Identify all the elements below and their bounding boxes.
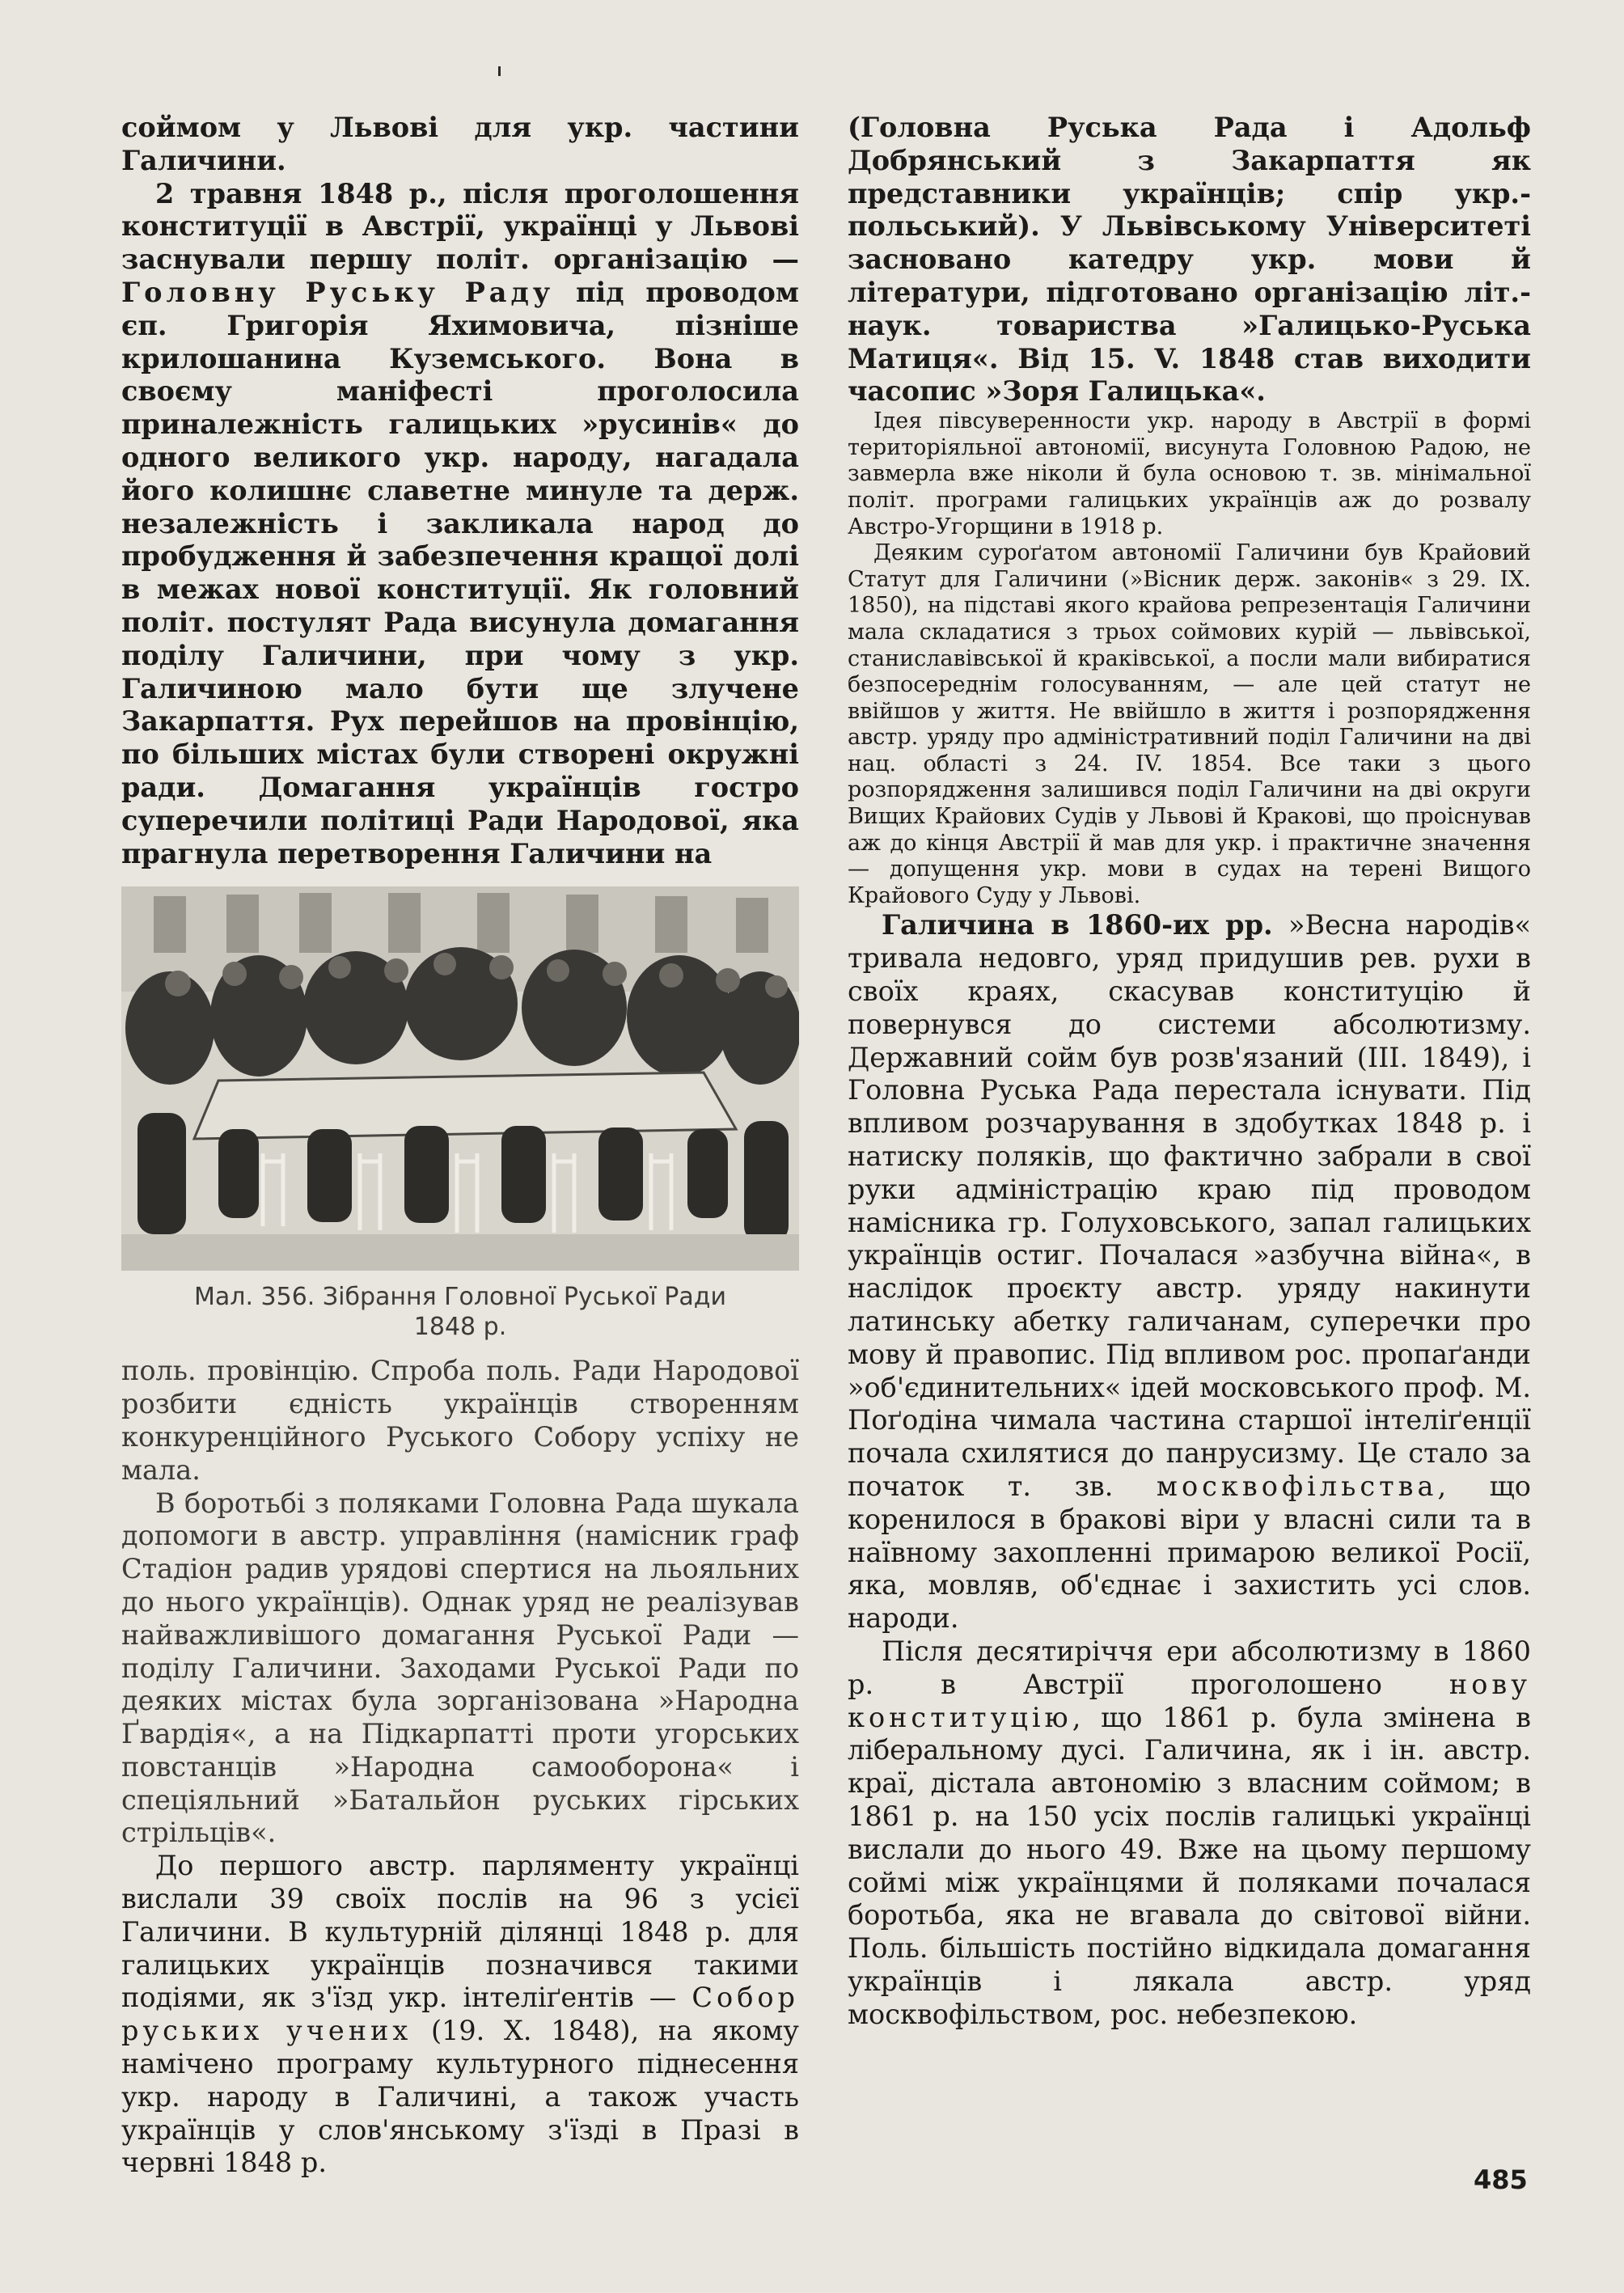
- paragraph-text: Ідея півсуверенности укр. народу в Австрії в формі територіяльної автономії, висунута Головною Радою, не завмерла вже ніколи й була основою т. зв. мінімальної політ. програми галицьких українців аж до розвалу Австро-Угорщини в 1918 р.: [848, 408, 1531, 539]
- paragraph-text: (Головна Руська Рада і Адольф Добрянський з Закарпаття як представники українців; спір укр.-польський). У Львівському Університеті засновано катедру укр. мови й літератури, підготовано організацію літ.-наук. товариства »Галицько-Руська Матиця«. Від 15. V. 1848 став виходити часопис »Зоря Галицька«.: [848, 112, 1531, 408]
- paragraph-text: 2 травня 1848 р., після проголошення конституції в Австрії, українці у Львові заснували першу політ. організацію —: [121, 177, 799, 276]
- caption-line: Мал. 356. Зібрання Головної Руської Ради: [194, 1283, 726, 1312]
- paragraph: [848, 1635, 1531, 2032]
- paragraph: [121, 1355, 799, 1487]
- paragraph-text: , що 1861 р. була змінена в ліберальному дусі. Галичина, як і ін. австр. краї, дістала автономію з власним соймом; в 1861 р. на 150 усіх послів галицькі українці вислали до нього 49. Вже на цьому першому соймі між українцями й поляками почалася боротьба, яка не вгавала до світової війни. Поль. більшість постійно відкидала домагання українців і лякала австр. уряд москвофільством, рос. небезпекою.: [848, 1701, 1531, 2030]
- figure: [121, 886, 799, 1342]
- paragraph: [121, 1487, 799, 1851]
- paragraph: [848, 909, 1531, 1635]
- small-paragraph: [848, 408, 1531, 540]
- page-number: 485: [1474, 2164, 1528, 2195]
- caption-line: 1848 р.: [413, 1313, 507, 1342]
- paragraph-text: соймом у Львові для укр. частини Галичини.: [121, 112, 799, 176]
- paragraph: [121, 178, 799, 871]
- paragraph-text: , що коренилося в бракові віри у власні сили та в наївному захопленні примарою великої Росії, яка, мовляв, об'єднає і захистить усі слов. народи.: [848, 1470, 1531, 1635]
- paragraph-text: Деяким суроґатом автономії Галичини був Крайовий Статут для Галичини (»Вісник держ. законів« з 29. IX. 1850), на підставі якого крайова репрезентація Галичини мала складатися з трьох соймових курій — львівської, станиславівської й краківської, а посли мали вибиратися безпосереднім голосуванням, — але цей статут не ввійшов у життя. Не ввійшло в життя і розпорядження австр. уряду про адміністративний поділ Галичини на дві нац. області з 24. IV. 1854. Все таки з цього розпорядження залишився поділ Галичини на дві округи Вищих Крайових Судів у Львові й Кракові, що проіснував аж до кінця Австрії й мав для укр. і практичне значення — допущення укр. мови в судах на терені Вищого Крайового Суду у Львові.: [848, 540, 1531, 908]
- small-paragraph: [848, 540, 1531, 909]
- assembly-illustration: [121, 886, 799, 1271]
- paragraph-text: До першого австр. парляменту українці вислали 39 своїх послів на 96 з усієї Галичини. В культурній ділянці 1848 р. для галицьких українців позначився такими подіями, як з'їзд укр. інтеліґентів —: [121, 1850, 799, 2014]
- spaced-term: нову конституцію: [848, 1668, 1531, 1733]
- paragraph-text: Після десятиріччя ери абсолютизму в 1860 р. в Австрії проголошено: [848, 1635, 1531, 1700]
- section-heading: Галичина в 1860-их рр.: [882, 909, 1273, 941]
- paragraph-text: В боротьбі з поляками Головна Рада шукала допомоги в австр. управління (намісник граф Стадіон радив урядові спертися на льояльних до нього українців). Однак уряд не реалізував найважливішого домагання Руської Ради — поділу Галичини. Заходами Руської Ради по деяких містах була зорганізована »Народна Ґвардія«, а на Підкарпатті проти угорських повстанців »Народна самооборона« і спеціяльний »Батальйон руських гірських стрільців«.: [121, 1487, 799, 1849]
- paragraph: [121, 1850, 799, 2180]
- paragraph-text: поль. провінцію. Спроба поль. Ради Народової розбити єдність українців створенням конкуренційного Руського Собору успіху не мала.: [121, 1355, 799, 1486]
- scan-mark: [498, 66, 501, 76]
- figure-caption: [121, 1282, 799, 1342]
- right-column: [848, 112, 1531, 2032]
- spaced-term: Головну Руську Раду: [121, 276, 555, 308]
- paragraph-text: »Весна народів« тривала недовго, уряд придушив рев. рухи в своїх краях, скасував конституцію й повернувся до системи абсолютизму. Державний сойм був розв'язаний (III. 1849), і Головна Руська Рада перестала існувати. Під впливом розчарування в здобутках 1848 р. і натиску поляків, що фактично забрали в свої руки адміністрацію краю під проводом намісника гр. Голуховського, запал галицьких українців остиг. Почалася »азбучна війна«, в наслідок проєкту австр. уряду накинути латинську абетку галичанам, суперечки про мову й правопис. Під впливом рос. пропаґанди »об'єдинительних« ідей московського проф. М. Поґодіна чимала частина старшої інтеліґенції почала схилятися до панрусизму. Це стало за початок т. зв.: [848, 909, 1531, 1502]
- paragraph-text: під проводом єп. Григорія Яхимовича, пізніше крилошанина Куземського. Вона в своєму маніфесті проголосила приналежність галицьких »русинів« до одного великого укр. народу, нагадала його колишнє славетне минуле та держ. незалежність і закликала народ до пробудження й забезпечення кращої долі в межах нової конституції. Як головний політ. постулят Рада висунула домагання поділу Галичини, при чому з укр. Галичиною мало бути ще злучене Закарпаття. Рух перейшов на провінцію, по більших містах були створені окружні ради. Домагання українців гостро суперечили політиці Ради Народової, яка прагнула перетворення Галичини на: [121, 276, 799, 869]
- left-column: [121, 112, 799, 2180]
- spaced-term: москвофільства: [1156, 1470, 1438, 1502]
- paragraph-text: (19. X. 1848), на якому намічено програму культурного піднесення укр. народу в Галичині, а також участь українців у слов'янському з'їзді в Празі в червні 1848 р.: [121, 2015, 799, 2179]
- paragraph: [121, 112, 799, 178]
- spaced-term: Собор руських учених: [121, 1982, 799, 2047]
- paragraph: [848, 112, 1531, 408]
